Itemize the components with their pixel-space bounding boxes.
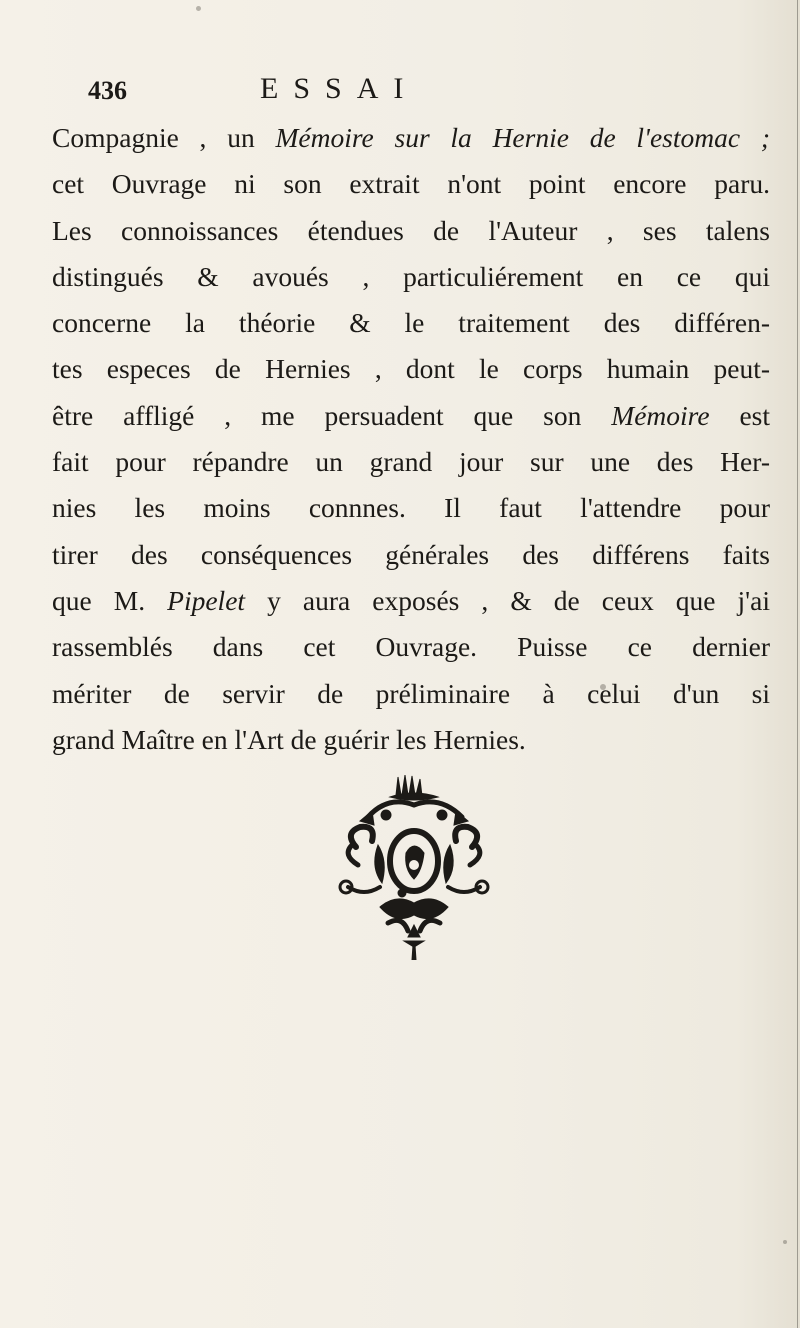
ink-speck bbox=[600, 684, 606, 690]
text-run: Compagnie , un bbox=[52, 122, 276, 153]
text-line: tirer des conséquences générales des différens faits bbox=[52, 538, 770, 570]
text-line: tes especes de Hernies , dont le corps humain peut- bbox=[52, 353, 770, 385]
italic-name: Pipelet bbox=[167, 584, 246, 616]
page-header bbox=[88, 72, 708, 112]
ink-speck bbox=[783, 1240, 787, 1244]
floral-vignette-icon bbox=[338, 775, 490, 960]
ink-speck bbox=[196, 6, 201, 11]
text-run: y aura exposés , & de ceux que j'ai bbox=[245, 584, 770, 616]
italic-title: Mémoire bbox=[611, 399, 710, 431]
page-number: 436 bbox=[88, 76, 127, 105]
text-line bbox=[52, 578, 770, 624]
text-line: fait pour répandre un grand jour sur une des Her- bbox=[52, 446, 770, 478]
text-run: est bbox=[709, 399, 770, 431]
text-line: mériter de servir de préliminaire à celui d'un si bbox=[52, 677, 770, 709]
text-run: que M. bbox=[52, 584, 168, 616]
italic-title: Mémoire sur la Hernie de l'estomac ; bbox=[275, 122, 770, 153]
text-run: être affligé , me persuadent que son bbox=[52, 399, 612, 431]
text-line bbox=[52, 115, 770, 161]
text-line: concerne la théorie & le traitement des différen- bbox=[52, 307, 770, 339]
page-edge bbox=[797, 0, 798, 1328]
body-text bbox=[52, 115, 770, 763]
text-line: grand Maître en l'Art de guérir les Hernies. bbox=[52, 723, 526, 755]
text-line bbox=[52, 393, 770, 439]
running-head: ESSAI bbox=[260, 72, 419, 105]
text-line: nies les moins connnes. Il faut l'attendre pour bbox=[52, 492, 770, 524]
text-line: Les connoissances étendues de l'Auteur , ses talens bbox=[52, 214, 770, 246]
text-line: distingués & avoués , particuliérement en ce qui bbox=[52, 260, 770, 292]
text-line: rassemblés dans cet Ouvrage. Puisse ce dernier bbox=[52, 631, 770, 663]
text-line: cet Ouvrage ni son extrait n'ont point encore paru. bbox=[52, 168, 770, 200]
